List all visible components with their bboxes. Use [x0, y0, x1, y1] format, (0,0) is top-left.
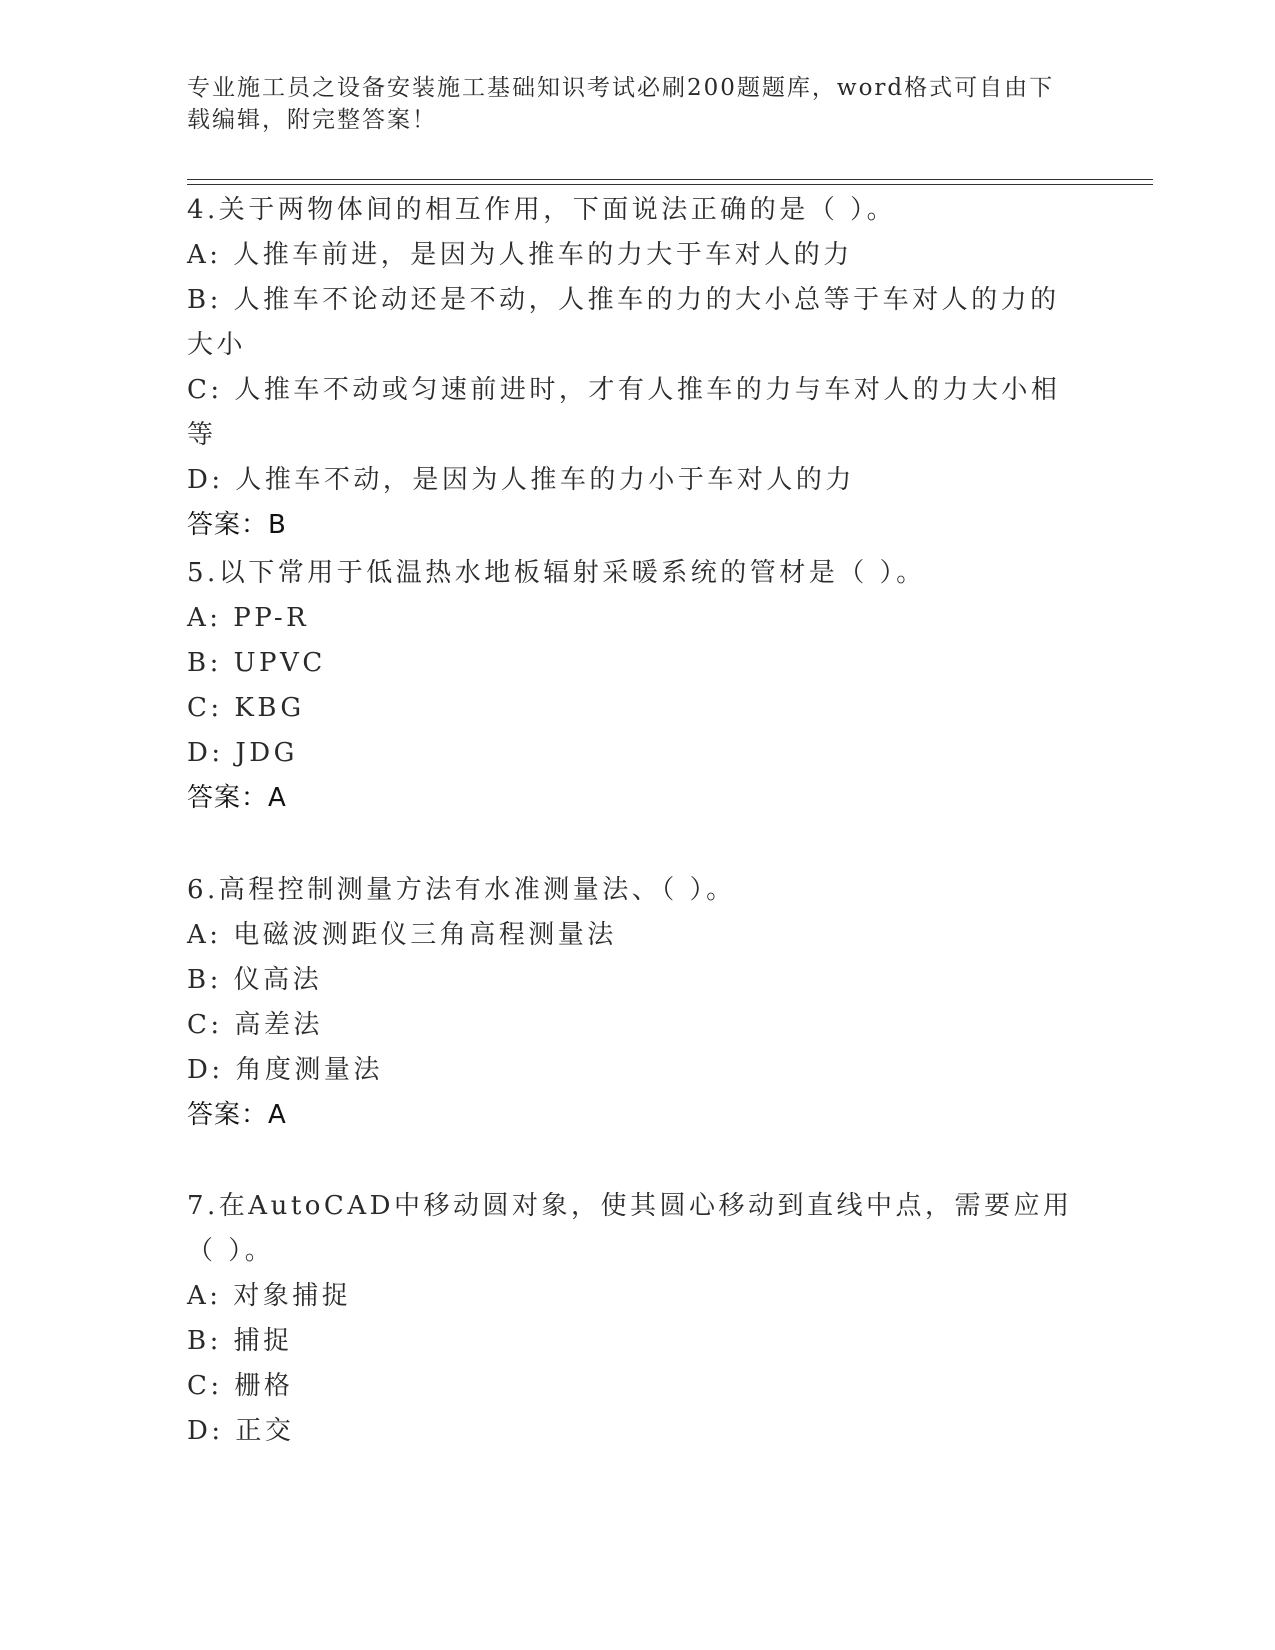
option-d: D: JDG [187, 738, 298, 768]
option-d: D: 正交 [187, 1416, 295, 1446]
option-a: A: 电磁波测距仪三角高程测量法 [187, 920, 617, 950]
question-4 [187, 188, 1077, 548]
option-d: D: 人推车不动，是因为人推车的力小于车对人的力 [187, 465, 855, 495]
question-stem: 6.高程控制测量方法有水准测量法、（ ）。 [187, 875, 736, 905]
question-stem: 7.在AutoCAD中移动圆对象，使其圆心移动到直线中点，需要应用（ ）。 [187, 1191, 1073, 1266]
option-b: B: 仪高法 [187, 965, 323, 995]
document-header: 专业施工员之设备安装施工基础知识考试必刷200题题库，word格式可自由下载编辑，附完整答案！ [187, 75, 1055, 133]
option-c: C: 人推车不动或匀速前进时，才有人推车的力与车对人的力大小相等 [187, 375, 1061, 450]
question-5 [187, 551, 1077, 821]
answer-label: 答案：A [187, 1100, 287, 1130]
option-c: C: 高差法 [187, 1010, 323, 1040]
option-d: D: 角度测量法 [187, 1055, 383, 1085]
answer-label: 答案：B [187, 510, 287, 540]
option-a: A: 人推车前进，是因为人推车的力大于车对人的力 [187, 240, 853, 270]
answer-label: 答案：A [187, 783, 287, 813]
option-a: A: 对象捕捉 [187, 1281, 352, 1311]
header-divider-top [187, 179, 1153, 180]
option-b: B: UPVC [187, 648, 326, 678]
question-stem: 4.关于两物体间的相互作用，下面说法正确的是（ ）。 [187, 195, 897, 225]
option-c: C: KBG [187, 693, 305, 723]
option-c: C: 栅格 [187, 1371, 294, 1401]
option-b: B: 捕捉 [187, 1326, 293, 1356]
question-7 [187, 1184, 1077, 1454]
option-b: B: 人推车不论动还是不动，人推车的力的大小总等于车对人的力的大小 [187, 285, 1060, 360]
header-divider-bottom [187, 184, 1153, 185]
option-a: A: PP-R [187, 603, 310, 633]
question-stem: 5.以下常用于低温热水地板辐射采暖系统的管材是（ ）。 [187, 558, 926, 588]
question-6 [187, 868, 1077, 1138]
